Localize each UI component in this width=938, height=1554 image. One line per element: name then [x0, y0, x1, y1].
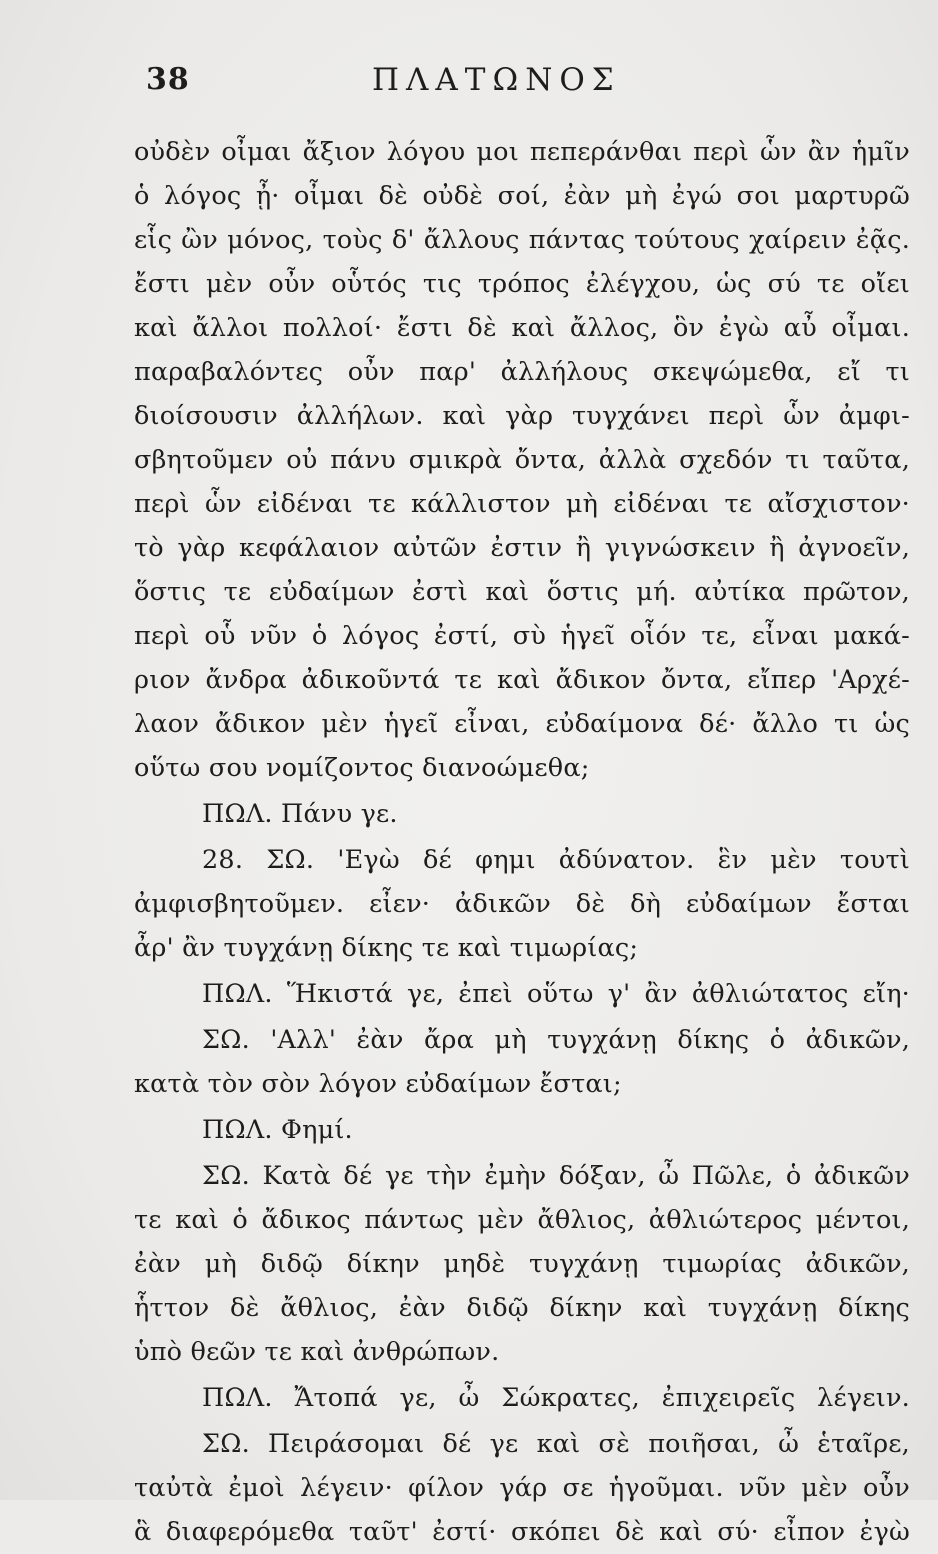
speaker-line: ΣΩ. Κατὰ δέ γε τὴν ἐμὴν δόξαν, ὦ Πῶλε, ὁ ἀδικῶν — [202, 1161, 910, 1191]
text-line: τὸ γὰρ κεφάλαιον αὐτῶν ἐστιν ἢ γιγνώσκειν ἢ ἀγνοεῖν, — [134, 533, 910, 563]
text-line: ριον ἄνδρα ἀδικοῦντά τε καὶ ἄδικον ὄντα, εἴπερ 'Αρχέ- — [134, 665, 910, 695]
page-number: 38 — [146, 62, 190, 97]
text-line: τε καὶ ὁ ἄδικος πάντως μὲν ἄθλιος, ἀθλιώτερος μέντοι, — [134, 1205, 910, 1235]
speaker-line: ΣΩ. Πειράσομαι δέ γε καὶ σὲ ποιῆσαι, ὦ ἑταῖρε, — [202, 1429, 910, 1459]
text-line: παραβαλόντες οὖν παρ' ἀλλήλους σκεψώμεθα, εἴ τι — [134, 357, 910, 387]
section-line: 28. ΣΩ. 'Εγὼ δέ φημι ἀδύνατον. ἓν μὲν τουτὶ — [202, 845, 910, 875]
text-line: ἆρ' ἂν τυγχάνῃ δίκης τε καὶ τιμωρίας; — [134, 933, 639, 963]
text-line: περὶ ὧν εἰδέναι τε κάλλιστον μὴ εἰδέναι τε αἴσχιστον· — [134, 489, 910, 519]
text-line: καὶ ἄλλοι πολλοί· ἔστι δὲ καὶ ἄλλος, ὃν ἐγὼ αὖ οἶμαι. — [134, 313, 910, 343]
text-line: εἷς ὢν μόνος, τοὺς δ' ἄλλους πάντας τούτους χαίρειν ἐᾷς. — [134, 225, 910, 255]
text-line: περὶ οὗ νῦν ὁ λόγος ἐστί, σὺ ἡγεῖ οἷόν τε, εἶναι μακά- — [134, 621, 910, 651]
text-line: κατὰ τὸν σὸν λόγον εὐδαίμων ἔσται; — [134, 1069, 622, 1099]
text-line: ἔστι μὲν οὖν οὗτός τις τρόπος ἐλέγχου, ὡς σύ τε οἴει — [134, 269, 910, 299]
text-line: ὅστις τε εὐδαίμων ἐστὶ καὶ ὅστις μή. αὐτίκα πρῶτον, — [134, 577, 910, 607]
speaker-line: ΠΩΛ. Φημί. — [202, 1115, 353, 1145]
text-line: ἐὰν μὴ διδῷ δίκην μηδὲ τυγχάνῃ τιμωρίας ἀδικῶν, — [134, 1249, 910, 1279]
text-line: ἧττον δὲ ἄθλιος, ἐὰν διδῷ δίκην καὶ τυγχάνῃ δίκης — [134, 1293, 910, 1323]
running-head: ΠΛΑΤΩΝΟΣ — [372, 62, 621, 98]
text-line: οὕτω σου νομίζοντος διανοώμεθα; — [134, 753, 590, 783]
speaker-line: ΠΩΛ. Ἄτοπά γε, ὦ Σώκρατες, ἐπιχειρεῖς λέγειν. — [202, 1383, 910, 1413]
speaker-line: ΠΩΛ. Ἥκιστά γε, ἐπεὶ οὕτω γ' ἂν ἀθλιώτατος εἴη· — [202, 979, 910, 1009]
text-line: ὑπὸ θεῶν τε καὶ ἀνθρώπων. — [134, 1337, 500, 1367]
text-line: σβητοῦμεν οὐ πάνυ σμικρὰ ὄντα, ἀλλὰ σχεδόν τι ταῦτα, — [134, 445, 910, 475]
text-line: ἀμφισβητοῦμεν. εἶεν· ἀδικῶν δὲ δὴ εὐδαίμων ἔσται — [134, 889, 910, 919]
text-line: ἃ διαφερόμεθα ταῦτ' ἐστί· σκόπει δὲ καὶ σύ· εἶπον ἐγὼ — [134, 1517, 910, 1547]
speaker-line: ΠΩΛ. Πάνυ γε. — [202, 799, 398, 829]
text-line: διοίσουσιν ἀλλήλων. καὶ γὰρ τυγχάνει περὶ ὧν ἀμφι- — [134, 401, 910, 431]
text-line: ὁ λόγος ᾖ· οἶμαι δὲ οὐδὲ σοί, ἐὰν μὴ ἐγώ σοι μαρτυρῶ — [134, 181, 910, 211]
text-line: λαον ἄδικον μὲν ἡγεῖ εἶναι, εὐδαίμονα δέ· ἄλλο τι ὡς — [134, 709, 910, 739]
text-line: ταὐτὰ ἐμοὶ λέγειν· φίλον γάρ σε ἡγοῦμαι. νῦν μὲν οὖν — [134, 1473, 910, 1503]
speaker-line: ΣΩ. 'Αλλ' ἐὰν ἄρα μὴ τυγχάνῃ δίκης ὁ ἀδικῶν, — [202, 1025, 910, 1055]
text-line: οὐδὲν οἶμαι ἄξιον λόγου μοι πεπεράνθαι περὶ ὧν ἂν ἡμῖν — [134, 137, 910, 167]
